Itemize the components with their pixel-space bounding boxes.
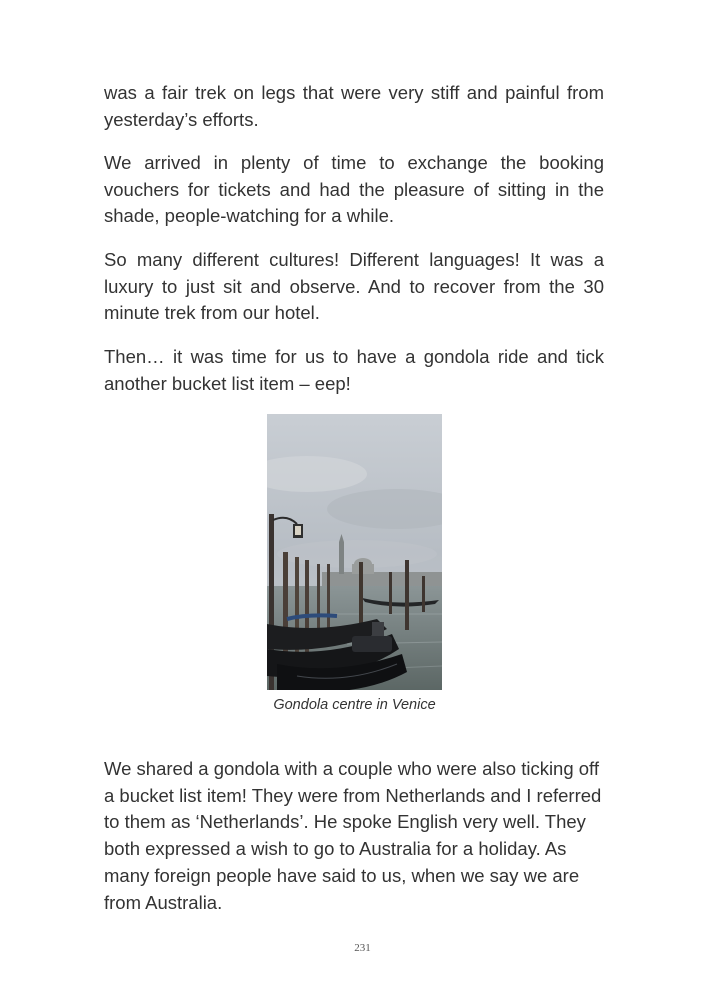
page-number: 231 bbox=[354, 942, 371, 954]
body-paragraph-4: Then… it was time for us to have a gondola ride and tick another bucket list item – eep! bbox=[104, 346, 604, 394]
body-paragraph-2: We arrived in plenty of time to exchange the booking vouchers for tickets and had the pleasure of sitting in the shade, people-watching for a while. bbox=[104, 152, 604, 227]
body-paragraph-1: was a fair trek on legs that were very stiff and painful from yesterday’s efforts. bbox=[104, 82, 604, 130]
body-paragraph-5: We shared a gondola with a couple who were also ticking off a bucket list item! They were from Netherlands and I referred to them as ‘Netherlands’. He spoke English very well. They both expressed a wish to go to Australia for a holiday. As many foreign people have said to us, when we say we are from Australia. bbox=[104, 758, 602, 913]
figure-caption: Gondola centre in Venice bbox=[273, 697, 436, 713]
body-paragraph-3: So many different cultures! Different languages! It was a luxury to just sit and observe. And to recover from the 30 minute trek from our hotel. bbox=[104, 249, 604, 324]
gondola-photo bbox=[267, 414, 442, 690]
